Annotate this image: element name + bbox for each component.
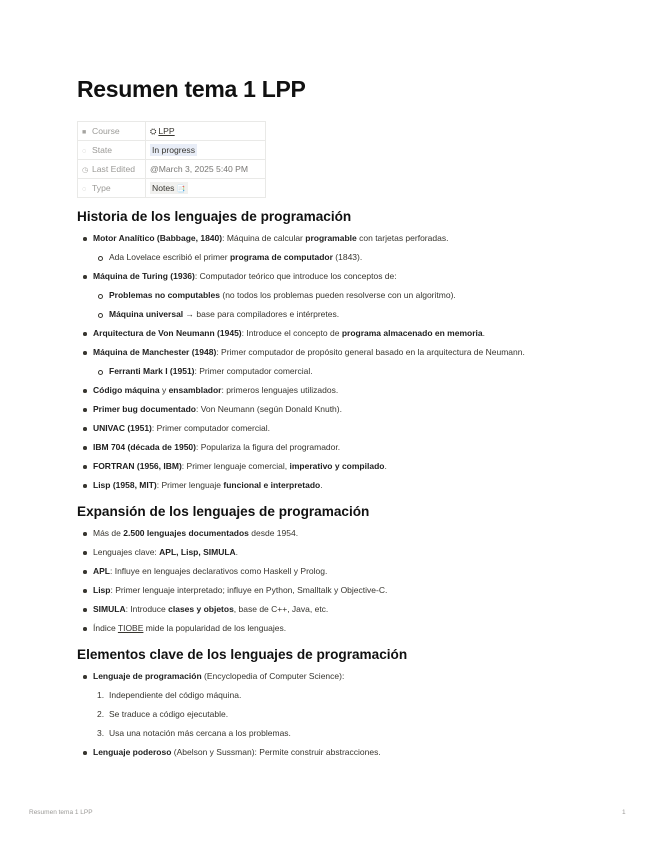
- text-span: , base de C++, Java, etc.: [233, 604, 329, 614]
- bold-text: SIMULA: [93, 604, 126, 614]
- property-value-cell[interactable]: [146, 179, 266, 198]
- list-item: [77, 619, 617, 638]
- list-item: [77, 476, 617, 495]
- text-span: Usa una notación más cercana a los problemas.: [109, 728, 291, 738]
- property-label: State: [92, 145, 113, 155]
- numbered-item: [77, 705, 617, 724]
- text-span: y: [159, 385, 169, 395]
- text-span: : Primer computador comercial.: [151, 423, 270, 433]
- bold-text: imperativo y compilado: [289, 461, 385, 471]
- list-item: [77, 267, 617, 286]
- bold-text: Máquina de Turing (1936): [93, 271, 195, 281]
- clock-icon: ◷: [82, 167, 89, 174]
- section-heading-historia: Historia de los lenguajes de programación: [77, 209, 352, 224]
- footer-page-number: 1: [622, 809, 626, 816]
- text-span: (no todos los problemas pueden resolverse con un algoritmo).: [220, 290, 456, 300]
- historia-list: [77, 229, 617, 495]
- property-row-course: [78, 122, 266, 141]
- text-span: Lenguajes clave:: [93, 547, 160, 557]
- book-icon: ■: [82, 129, 87, 136]
- text-span: : Primer lenguaje comercial,: [181, 461, 290, 471]
- bold-text: APL, Lisp, SIMULA: [159, 547, 236, 557]
- properties-table: [77, 121, 266, 198]
- text-span: : Populariza la figura del programador.: [196, 442, 341, 452]
- bold-text: Lisp: [93, 585, 111, 595]
- bold-text: Ferranti Mark I (1951): [109, 366, 195, 376]
- bold-text: Motor Analítico (Babbage, 1840): [93, 233, 223, 243]
- text-span: : Primer lenguaje: [156, 480, 224, 490]
- bold-text: Lenguaje poderoso: [93, 747, 172, 757]
- list-item: [77, 400, 617, 419]
- bold-text: Lenguaje de programación: [93, 671, 202, 681]
- text-span: Se traduce a código ejecutable.: [109, 709, 229, 719]
- list-item: [77, 524, 617, 543]
- list-item: [77, 457, 617, 476]
- text-span: .: [320, 480, 323, 490]
- last-edited-value: @March 3, 2025 5:40 PM: [150, 164, 249, 174]
- list-item: [77, 324, 617, 343]
- bold-text: FORTRAN (1956, IBM): [93, 461, 182, 471]
- property-label: Course: [92, 126, 120, 136]
- list-item: [77, 248, 617, 267]
- bold-text: programa almacenado en memoria: [341, 328, 483, 338]
- list-item: [77, 362, 617, 381]
- notes-emoji-icon: 📑: [176, 186, 186, 193]
- text-span: : Máquina de calcular: [222, 233, 306, 243]
- list-item: [77, 667, 617, 686]
- property-name-cell: [78, 160, 146, 179]
- page-content: [77, 207, 617, 762]
- text-span: : Influye en lenguajes declarativos como Haskell y Prolog.: [110, 566, 328, 576]
- text-span: → base para compiladores e intérpretes.: [183, 309, 340, 319]
- bold-text: UNIVAC (1951): [93, 423, 152, 433]
- bold-text: funcional e interpretado: [223, 480, 321, 490]
- bold-text: Máquina universal: [109, 309, 184, 319]
- property-label: Type: [92, 183, 111, 193]
- property-value-cell[interactable]: [146, 122, 266, 141]
- text-span: : Introduce: [125, 604, 169, 614]
- text-span: : Computador teórico que introduce los conceptos de:: [194, 271, 397, 281]
- list-item: [77, 229, 617, 248]
- text-span: (Abelson y Sussman): Permite construir abstracciones.: [171, 747, 381, 757]
- property-row-type: [78, 179, 266, 198]
- list-item: [77, 562, 617, 581]
- property-row-last-edited: [78, 160, 266, 179]
- text-span: : Primer computador de propósito general basado en la arquitectura de Neumann.: [216, 347, 525, 357]
- text-span: Índice: [93, 623, 118, 633]
- text-span: : Primer computador comercial.: [194, 366, 313, 376]
- type-icon: ◌: [82, 186, 87, 193]
- text-span: .: [384, 461, 387, 471]
- list-item: [77, 543, 617, 562]
- list-item: [77, 343, 617, 362]
- property-label: Last Edited: [92, 164, 135, 174]
- property-label: Notes: [152, 183, 175, 193]
- text-span: 2.: [97, 709, 105, 719]
- elementos-list: [77, 667, 617, 762]
- bold-text: IBM 704 (década de 1950): [93, 442, 196, 452]
- list-item: [77, 381, 617, 400]
- property-name-cell: [78, 122, 146, 141]
- course-link-icon: ⛭: [150, 126, 157, 136]
- bold-text: APL: [93, 566, 110, 576]
- text-span: Independiente del código máquina.: [109, 690, 242, 700]
- section-heading-elementos: Elementos clave de los lenguajes de programación: [77, 647, 408, 662]
- status-badge[interactable]: In progress: [152, 145, 195, 155]
- bold-text: Lisp (1958, MIT): [93, 480, 157, 490]
- text-span: Más de: [93, 528, 124, 538]
- footer-doc-title: Resumen tema 1 LPP: [29, 809, 93, 816]
- text-span: con tarjetas perforadas.: [356, 233, 449, 243]
- bold-text: Máquina de Manchester (1948): [93, 347, 217, 357]
- text-span: : Introduce el concepto de: [241, 328, 342, 338]
- bold-text: Primer bug documentado: [93, 404, 196, 414]
- section-heading-expansion: Expansión de los lenguajes de programación: [77, 504, 370, 519]
- bold-text: Código máquina: [93, 385, 160, 395]
- bold-text: clases y objetos: [168, 604, 234, 614]
- text-span: : Primer lenguaje interpretado; influye en Python, Smalltalk y Objective-C.: [110, 585, 388, 595]
- bold-text: ensamblador: [168, 385, 222, 395]
- text-span: : Von Neumann (según Donald Knuth).: [195, 404, 342, 414]
- type-tag[interactable]: [150, 182, 188, 194]
- property-value-cell: [146, 160, 266, 179]
- bold-text: 2.500 lenguajes documentados: [123, 528, 249, 538]
- expansion-list: [77, 524, 617, 638]
- bold-text: Arquitectura de Von Neumann (1945): [93, 328, 242, 338]
- list-item: [77, 419, 617, 438]
- property-value-cell[interactable]: [146, 141, 266, 160]
- page-title: Resumen tema 1 LPP: [77, 76, 306, 102]
- bold-text: programa de computador: [229, 252, 333, 262]
- list-item: [77, 305, 617, 324]
- list-item: [77, 600, 617, 619]
- text-span: mide la popularidad de los lenguajes.: [143, 623, 287, 633]
- bold-text: Problemas no computables: [109, 290, 220, 300]
- numbered-item: [77, 724, 617, 743]
- list-item: [77, 438, 617, 457]
- property-name-cell: [78, 179, 146, 198]
- text-span: desde 1954.: [248, 528, 299, 538]
- text-span: (Encyclopedia of Computer Science):: [201, 671, 345, 681]
- status-icon: ◌: [82, 148, 87, 155]
- text-span: : primeros lenguajes utilizados.: [221, 385, 339, 395]
- numbered-item: [77, 686, 617, 705]
- text-span: 1.: [97, 690, 105, 700]
- text-span: .: [482, 328, 485, 338]
- list-item: [77, 581, 617, 600]
- tiobe-link[interactable]: TIOBE: [117, 623, 144, 633]
- text-span: Ada Lovelace escribió el primer: [109, 252, 230, 262]
- course-link[interactable]: LPP: [158, 125, 175, 136]
- text-span: .: [235, 547, 239, 557]
- list-item: [77, 286, 617, 305]
- text-span: 3.: [97, 728, 105, 738]
- list-item: [77, 743, 617, 762]
- property-name-cell: [78, 141, 146, 160]
- property-row-state: [78, 141, 266, 160]
- bold-text: programable: [305, 233, 357, 243]
- text-span: (1843).: [332, 252, 363, 262]
